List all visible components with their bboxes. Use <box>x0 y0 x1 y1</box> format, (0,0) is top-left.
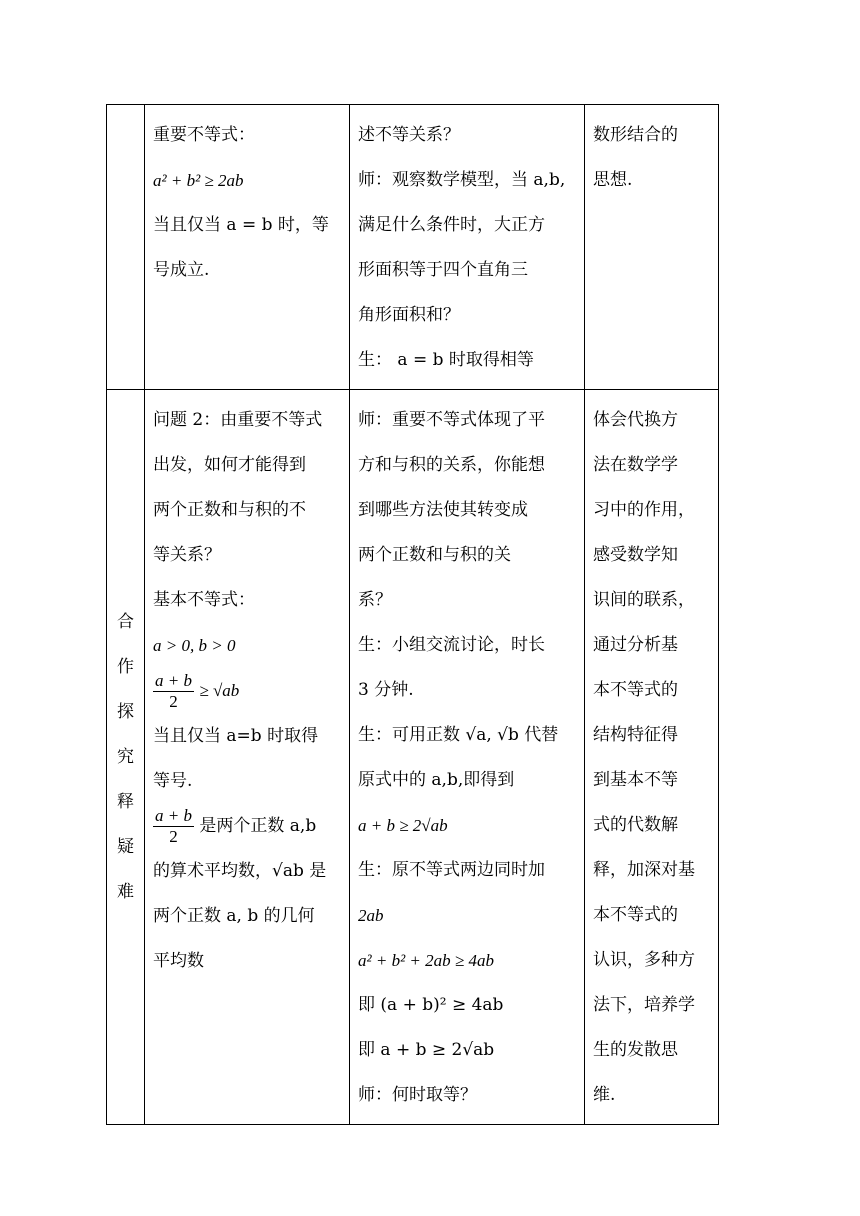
content-line: 基本不等式： <box>153 590 255 610</box>
stage-char: 究 <box>117 746 134 767</box>
activity-line: 形面积等于四个直角三 <box>358 260 528 280</box>
stage-cell <box>107 105 145 390</box>
content-line: 两个正数 a, b 的几何 <box>153 906 315 926</box>
content-line: 号成立. <box>153 260 210 280</box>
activity-line: 述不等关系？ <box>358 125 460 145</box>
activity-line: 生： a = b 时取得相等 <box>358 350 534 370</box>
intent-line: 释，加深对基 <box>593 860 695 880</box>
intent-line: 体会代换方 <box>593 410 678 430</box>
intent-line: 本不等式的 <box>593 905 678 925</box>
activity-line: 师：重要不等式体现了平 <box>358 410 545 430</box>
intent-line: 认识，多种方 <box>593 950 695 970</box>
activity-line: 原式中的 a,b,即得到 <box>358 770 515 790</box>
content-line: 重要不等式： <box>153 125 255 145</box>
table-row <box>107 105 719 390</box>
activity-cell <box>350 390 585 1125</box>
intent-line: 结构特征得 <box>593 725 678 745</box>
intent-line: 维. <box>593 1085 616 1105</box>
intent-line: 法在数学学 <box>593 455 678 475</box>
formula-line: a² + b² ≥ 2ab <box>153 171 244 190</box>
intent-line: 到基本不等 <box>593 770 678 790</box>
arith-mean-text: 是两个正数 a,b <box>199 816 317 836</box>
content-line: 问题 2：由重要不等式 <box>153 410 323 430</box>
inequality-rest: ≥ √ab <box>199 681 240 700</box>
intent-line: 习中的作用， <box>593 500 695 520</box>
content-line: 两个正数和与积的不 <box>153 500 306 520</box>
stage-char: 难 <box>117 881 134 902</box>
activity-line: 方和与积的关系，你能想 <box>358 455 545 475</box>
content-line: 出发，如何才能得到 <box>153 455 306 475</box>
intent-line: 数形结合的 <box>593 125 678 145</box>
activity-line: 角形面积和？ <box>358 305 460 325</box>
intent-line: 式的代数解 <box>593 815 678 835</box>
activity-line: 生：可用正数 √a, √b 代替 <box>358 725 559 745</box>
content-line: 当且仅当 a=b 时取得 <box>153 726 319 746</box>
mean-fraction <box>153 806 194 847</box>
intent-cell <box>585 390 719 1125</box>
activity-line: 生：原不等式两边同时加 <box>358 860 545 880</box>
fraction-numerator: a + b <box>155 671 192 690</box>
intent-line: 通过分析基 <box>593 635 678 655</box>
formula-line <box>153 668 341 714</box>
activity-line: 到哪些方法使其转变成 <box>358 500 528 520</box>
content-line: 平均数 <box>153 951 204 971</box>
formula-line <box>153 804 341 849</box>
content-line: 等关系？ <box>153 545 221 565</box>
fraction-numerator: a + b <box>155 806 192 825</box>
activity-line: 师：何时取等？ <box>358 1085 477 1105</box>
formula-line: 即 (a + b)² ≥ 4ab <box>358 995 504 1015</box>
intent-line: 感受数学知 <box>593 545 678 565</box>
content-cell <box>145 390 350 1125</box>
activity-line: 两个正数和与积的关 <box>358 545 511 565</box>
formula-line: a + b ≥ 2√ab <box>358 816 448 835</box>
activity-line: 系？ <box>358 590 392 610</box>
activity-line: 满足什么条件时，大正方 <box>358 215 545 235</box>
activity-cell <box>350 105 585 390</box>
fraction-denominator: 2 <box>169 692 178 711</box>
activity-line: 生：小组交流讨论，时长 <box>358 635 545 655</box>
stage-cell <box>107 390 145 1125</box>
activity-line: 3 分钟. <box>358 680 414 700</box>
fraction-denominator: 2 <box>169 827 178 846</box>
intent-line: 识间的联系， <box>593 590 695 610</box>
lesson-plan-table <box>106 104 719 1125</box>
intent-line: 本不等式的 <box>593 680 678 700</box>
stage-char: 疑 <box>117 836 134 857</box>
content-line: 等号. <box>153 771 193 791</box>
intent-line: 生的发散思 <box>593 1040 678 1060</box>
stage-char: 作 <box>117 656 134 677</box>
formula-line: a > 0, b > 0 <box>153 636 236 655</box>
activity-line: 师：观察数学模型，当 a,b, <box>358 170 566 190</box>
content-line: 当且仅当 a = b 时，等 <box>153 215 329 235</box>
intent-cell <box>585 105 719 390</box>
formula-line: 2ab <box>358 906 384 925</box>
table-row <box>107 390 719 1125</box>
content-line: 的算术平均数，√ab 是 <box>153 861 327 881</box>
stage-char: 合 <box>117 611 134 632</box>
stage-char: 释 <box>117 791 134 812</box>
intent-line: 思想. <box>593 170 633 190</box>
stage-char: 探 <box>117 701 134 722</box>
mean-fraction <box>153 671 194 712</box>
intent-line: 法下，培养学 <box>593 995 695 1015</box>
formula-line: a² + b² + 2ab ≥ 4ab <box>358 951 494 970</box>
formula-line: 即 a + b ≥ 2√ab <box>358 1040 495 1060</box>
content-cell <box>145 105 350 390</box>
